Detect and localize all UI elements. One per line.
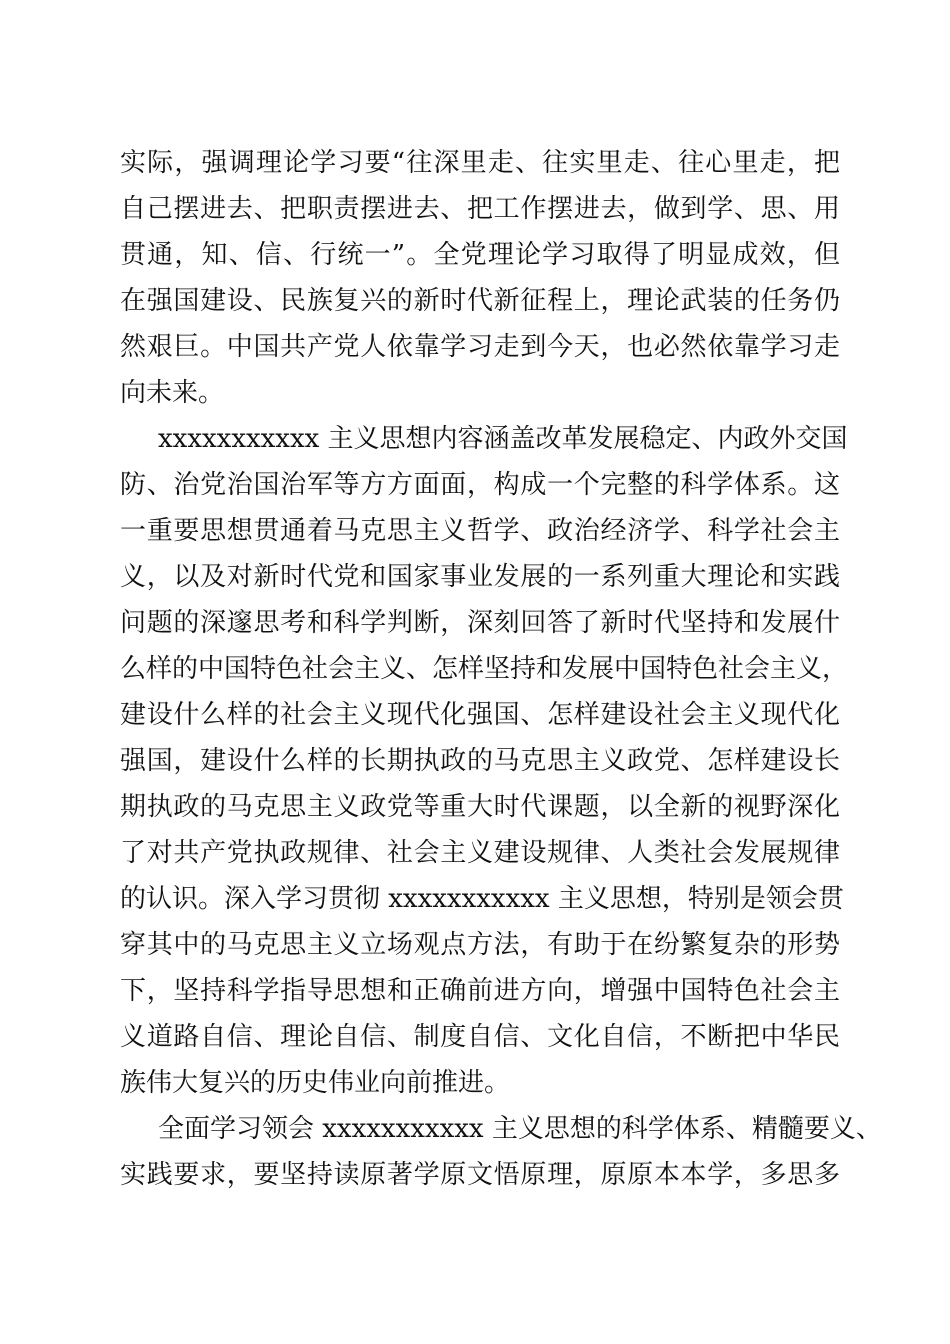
text-line: 强国，建设什么样的长期执政的马克思主义政党、怎样建设长 <box>120 746 840 776</box>
text-line: 了对共产党执政规律、社会主义建设规律、人类社会发展规律 <box>120 838 840 868</box>
text-line: 么样的中国特色社会主义、怎样坚持和发展中国特色社会主义， <box>120 654 849 684</box>
text-line: 贯通，知、信、行统一”。全党理论学习取得了明显成效，但 <box>120 240 840 270</box>
paragraph-1 <box>120 140 840 416</box>
text-line: 一重要思想贯通着马克思主义哲学、政治经济学、科学社会主 <box>120 516 840 546</box>
text-line: 在强国建设、民族复兴的新时代新征程上，理论武装的任务仍 <box>120 286 840 316</box>
text-line: 问题的深邃思考和科学判断，深刻回答了新时代坚持和发展什 <box>120 608 840 638</box>
text-line: 实际，强调理论学习要“往深里走、往实里走、往心里走，把 <box>120 148 840 178</box>
document-body <box>120 140 882 1198</box>
text-line: 族伟大复兴的历史伟业向前推进。 <box>120 1068 511 1098</box>
text-line: 义，以及对新时代党和国家事业发展的一系列重大理论和实践 <box>120 562 840 592</box>
text-line: 向未来。 <box>120 378 225 408</box>
text-line: 实践要求，要坚持读原著学原文悟原理，原原本本学，多思多 <box>120 1160 840 1190</box>
paragraph-2 <box>120 416 849 1106</box>
text-line: 自己摆进去、把职责摆进去、把工作摆进去，做到学、思、用 <box>120 194 840 224</box>
text-line: 义道路自信、理论自信、制度自信、文化自信，不断把中华民 <box>120 1022 840 1052</box>
text-line: xxxxxxxxxxx 主义思想内容涵盖改革发展稳定、内政外交国 <box>158 424 848 454</box>
text-line: 建设什么样的社会主义现代化强国、怎样建设社会主义现代化 <box>120 700 840 730</box>
text-line: 期执政的马克思主义政党等重大时代课题，以全新的视野深化 <box>120 792 840 822</box>
text-line: 的认识。深入学习贯彻 xxxxxxxxxxx 主义思想，特别是领会贯 <box>120 884 844 914</box>
paragraph-3 <box>120 1106 882 1198</box>
text-line: 全面学习领会 xxxxxxxxxxx 主义思想的科学体系、精髓要义、 <box>158 1114 882 1144</box>
text-line: 然艰巨。中国共产党人依靠学习走到今天，也必然依靠学习走 <box>120 332 840 362</box>
text-line: 下，坚持科学指导思想和正确前进方向，增强中国特色社会主 <box>120 976 840 1006</box>
text-line: 防、治党治国治军等方方面面，构成一个完整的科学体系。这 <box>120 470 840 500</box>
text-line: 穿其中的马克思主义立场观点方法，有助于在纷繁复杂的形势 <box>120 930 840 960</box>
